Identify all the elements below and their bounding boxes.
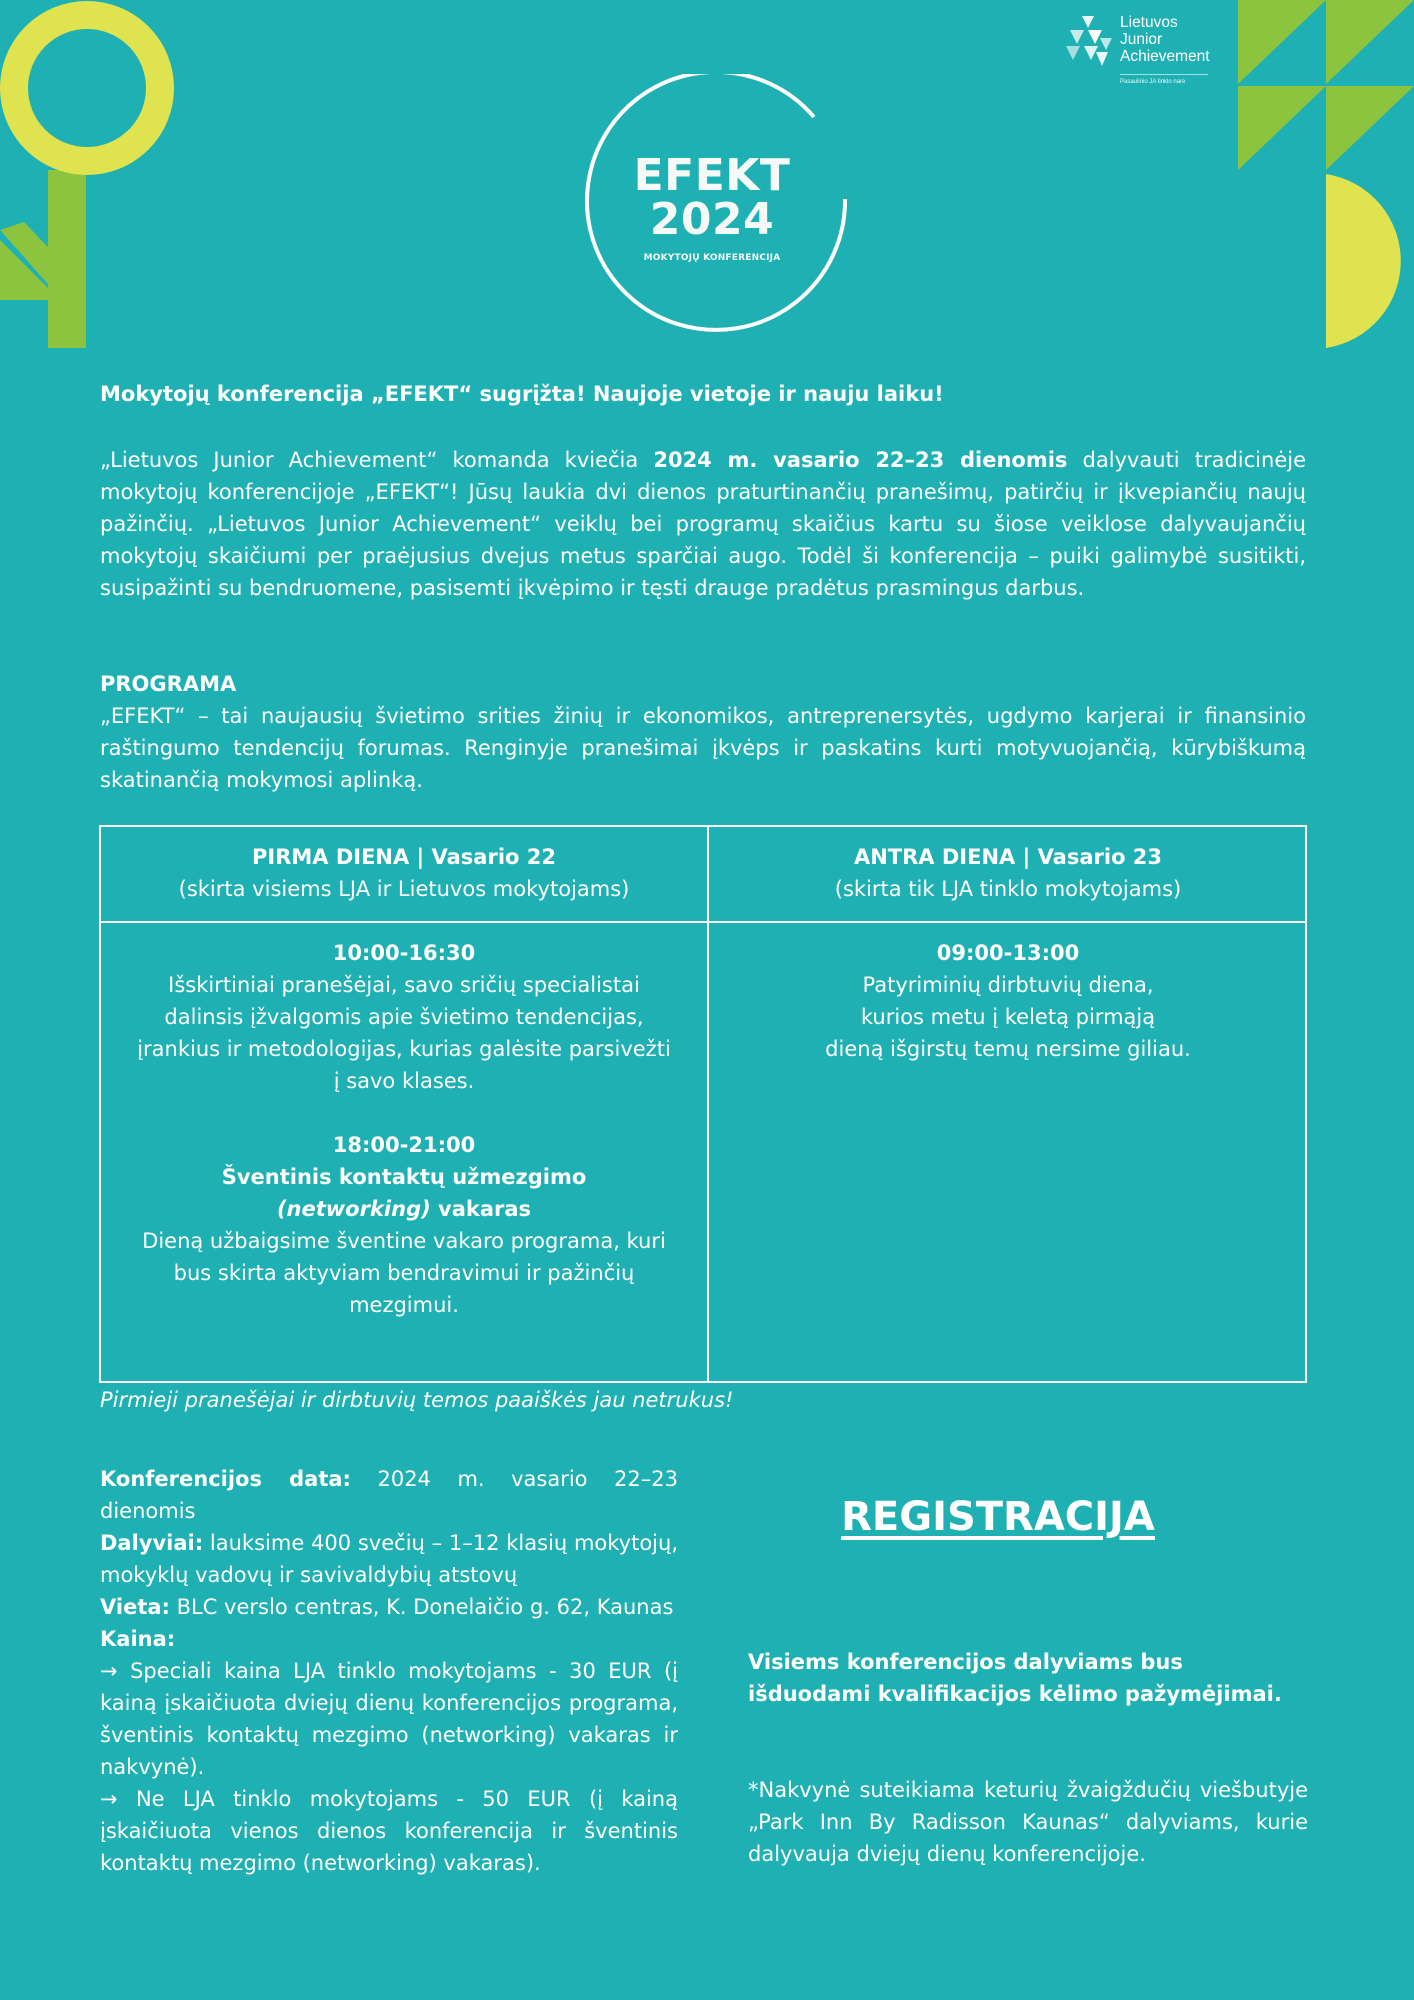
intro-part-1: „Lietuvos Junior Achievement“ komanda kviečia [100,448,654,472]
day2-slot1-line1: Patyriminių dirbtuvių diena, [862,973,1154,997]
schedule-table [99,825,1307,1383]
green-triangle-3 [1238,86,1326,170]
intro-dates: 2024 m. vasario 22–23 dienomis [653,448,1068,472]
price-non-lja: → Ne LJA tinklo mokytojams - 50 EUR (į kainą įskaičiuota vienos dienos konferencija ir šventinis kontaktų mezgimo (networking) vakaras). [100,1787,678,1875]
day1-header [101,841,707,905]
program-text: „EFEKT“ – tai naujausių švietimo srities žinių ir ekonomikos, antreprenersytės, ugdymo karjerai ir finansinio raštingumo tendencijų forumas. Renginyje pranešimai įkvėps ir paskatins kurti motyvuojančią, kūrybiškumą skatinančią mokymosi aplinką. [100,704,1306,792]
detail-date [100,1463,678,1527]
hotel-note: *Nakvynė suteikiama keturių žvaigždučių viešbutyje „Park Inn By Radisson Kaunas“ dalyviams, kurie dalyvauja dviejų dienų konferencijoje. [748,1778,1308,1866]
participants-value: lauksime 400 svečių – 1–12 klasių mokytojų, mokyklų vadovų ir savivaldybių atstovų [100,1531,678,1587]
day1-title: PIRMA DIENA | Vasario 22 [251,845,556,869]
day1-slot2-text: Dieną užbaigsime šventine vakaro programa, kuri bus skirta aktyviam bendravimui ir pažinčių mezgimui. [142,1229,666,1317]
green-triangle-1 [1238,0,1326,84]
logo-line-1: Lietuvos [1120,14,1178,31]
detail-participants [100,1527,678,1591]
day1-slot1-time: 10:00-16:30 [332,941,476,965]
participants-label: Dalyviai: [100,1531,204,1555]
day1-slot1-text: Išskirtiniai pranešėjai, savo sričių specialistai dalinsis įžvalgomis apie švietimo tendencijas, įrankius ir metodologijas, kurias galėsite parsivežti į savo klases. [137,973,671,1093]
venue-value: BLC verslo centras, K. Donelaičio g. 62, Kaunas [169,1595,674,1619]
date-value: 2024 m. vasario 22–23 dienomis [100,1467,678,1523]
certificate-note: Visiems konferencijos dalyviams bus išduodami kvalifikacijos kėlimo pažymėjimai. [748,1650,1282,1706]
lja-logo-icon [1064,14,1116,70]
detail-venue [100,1591,678,1623]
price-label: Kaina: [100,1627,176,1651]
emblem-subtitle: MOKYTOJŲ KONFERENCIJA [643,253,781,263]
day2-audience: (skirta tik LJA tinklo mokytojams) [834,877,1182,901]
day1-audience: (skirta visiems LJA ir Lietuvos mokytojams) [178,877,630,901]
conference-details [100,1463,678,1879]
day1-slot2-title-c: vakaras [430,1197,532,1221]
day2-header [709,841,1307,905]
day1-slot2-time: 18:00-21:00 [332,1133,476,1157]
headline: Mokytojų konferencija „EFEKT“ sugrįžta! Naujoje vietoje ir nauju laiku! [100,382,944,406]
intro-paragraph [100,444,1306,604]
day2-slot1-line3: dieną išgirstų temų nersime giliau. [825,1037,1191,1061]
yellow-ring-shape [14,15,160,161]
speakers-note: Pirmieji pranešėjai ir dirbtuvių temos paaiškės jau netrukus! [100,1388,734,1412]
registration-link[interactable]: REGISTRACIJA [841,1494,1155,1540]
day1-body [131,937,677,1321]
day1-slot2-title-a: Šventinis kontaktų užmezgimo [221,1165,587,1189]
logo-line-3: Achievement [1120,48,1210,65]
day2-slot1-line2: kurios metu į keletą pirmąją [860,1005,1156,1029]
day1-slot2-title-b [131,1193,677,1225]
decorative-shapes-right [1238,0,1414,350]
logo-line-2: Junior [1120,31,1163,48]
venue-label: Vieta: [100,1595,170,1619]
green-triangle-4 [1326,86,1414,170]
emblem-year: 2024 [649,194,775,245]
table-divider-horizontal [101,921,1305,923]
emblem-title: EFEKT [633,150,791,201]
decorative-shapes-left [0,0,180,350]
green-triangle-2 [1326,0,1414,84]
yellow-half-circle [1326,174,1401,348]
program-heading: PROGRAMA [100,672,237,696]
networking-italic: (networking) [276,1197,431,1221]
logo-tagline: Pasaulinio JA tinklo narė [1120,74,1208,85]
efekt-emblem [582,74,852,344]
day2-title: ANTRA DIENA | Vasario 23 [853,845,1163,869]
lja-logo [1062,10,1242,90]
price-lja: → Speciali kaina LJA tinklo mokytojams - 30 EUR (į kainą įskaičiuota dviejų dienų konferencijos programa, šventinis kontaktų mezgimo (networking) vakaras ir nakvynė). [100,1659,678,1779]
intro-part-2: dalyvauti tradicinėje mokytojų konferencijoje „EFEKT“! Jūsų laukia dvi dienos praturtinančių pranešimų, patirčių ir įkvepiančių naujų pažinčių. „Lietuvos Junior Achievement“ veiklų bei programų skaičius kartu su šiose veiklose dalyvaujančių mokytojų skaičiumi per praėjusius dvejus metus sparčiai augo. Todėl ši konferencija – puiki galimybė susitikti, susipažinti su bendruomene, pasisemti įkvėpimo ir tęsti drauge pradėtus prasmingus darbus. [100,448,1306,600]
table-divider-vertical [707,827,709,1381]
date-label: Konferencijos data: [100,1467,351,1491]
day2-body [739,937,1277,1065]
day2-slot1-time: 09:00-13:00 [936,941,1080,965]
